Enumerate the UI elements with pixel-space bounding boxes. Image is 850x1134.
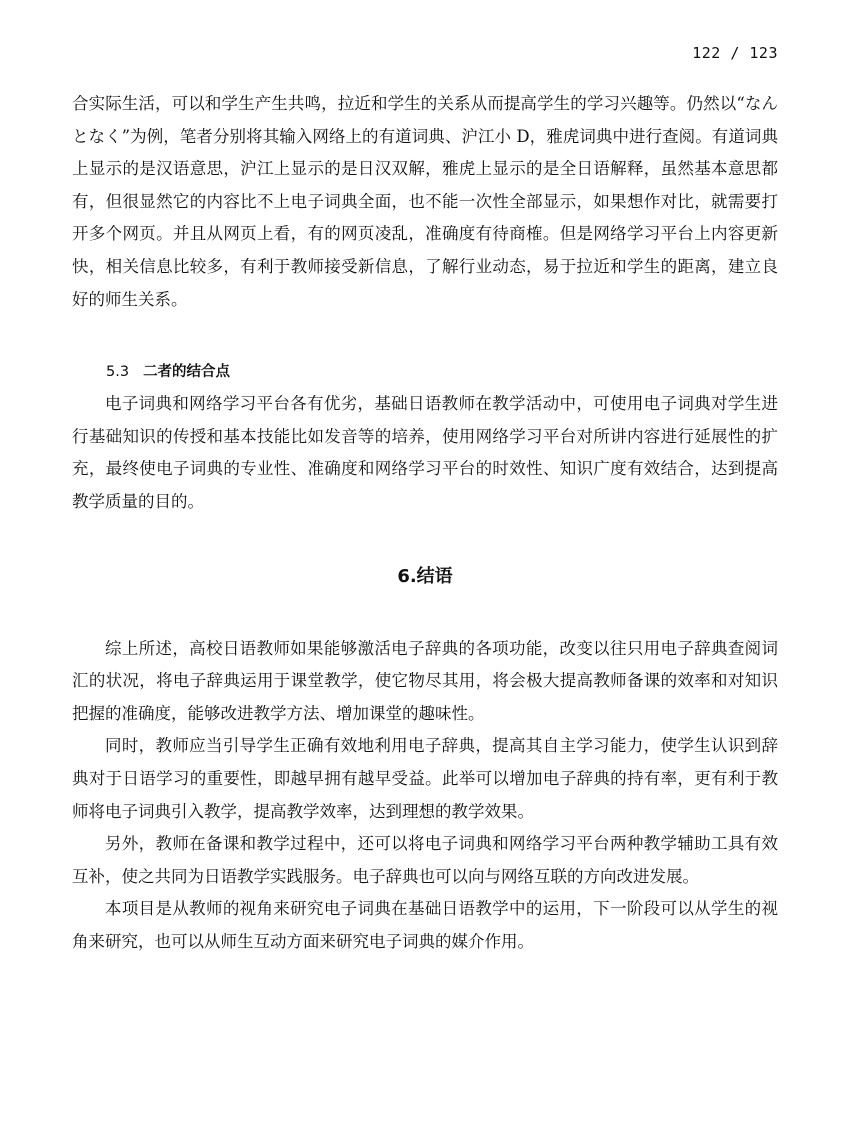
document-body bbox=[72, 88, 778, 958]
paragraph-5-3: 电子词典和网络学习平台各有优劣，基础日语教师在教学活动中，可使用电子词典对学生进行基础知识的传授和基本技能比如发音等的培养，使用网络学习平台对所讲内容进行延展性的扩充，最终使电子词典的专业性、准确度和网络学习平台的时效性、知识广度有效结合，达到提高教学质量的目的。 bbox=[72, 394, 778, 511]
conclusion-paragraph-3: 另外，教师在备课和教学过程中，还可以将电子词典和网络学习平台两种教学辅助工具有效互补，使之共同为日语教学实践服务。电子辞典也可以向与网络互联的方向改进发展。 bbox=[72, 834, 778, 886]
section-heading-5-3 bbox=[72, 356, 778, 388]
chapter-heading-conclusion: 6.结语 bbox=[397, 565, 453, 587]
section-title: 二者的结合点 bbox=[143, 364, 231, 381]
conclusion-paragraph-2: 同时，教师应当引导学生正确有效地利用电子辞典，提高其自主学习能力，使学生认识到辞典对于日语学习的重要性，即越早拥有越早受益。此举可以增加电子辞典的持有率，更有利于教师将电子词典引入教学，提高教学效率，达到理想的教学效果。 bbox=[72, 736, 778, 821]
section-number: 5.3 bbox=[106, 364, 130, 381]
conclusion-paragraph-1: 综上所述，高校日语教师如果能够激活电子辞典的各项功能，改变以往只用电子辞典查阅词汇的状况，将电子辞典运用于课堂教学，使它物尽其用，将会极大提高教师备课的效率和对知识把握的准确度，能够改进教学方法、增加课堂的趣味性。 bbox=[72, 638, 778, 723]
paragraph-5-2-continuation: 合实际生活，可以和学生产生共鸣，拉近和学生的关系从而提高学生的学习兴趣等。仍然以“なんとなく”为例，笔者分别将其输入网络上的有道词典、沪江小 D，雅虎词典中进行查阅。有道词典上显示的是汉语意思，沪江上显示的是日汉双解，雅虎上显示的是全日语解释，虽然基本意思都有，但很显然它的内容比不上电子词典全面，也不能一次性全部显示，如果想作对比，就需要打开多个网页。并且从网页上看，有的网页凌乱，准确度有待商榷。但是网络学习平台上内容更新快，相关信息比较多，有利于教师接受新信息，了解行业动态，易于拉近和学生的距离，建立良好的师生关系。 bbox=[72, 94, 778, 309]
page-number: 122 / 123 bbox=[692, 44, 778, 62]
conclusion-paragraph-4: 本项目是从教师的视角来研究电子词典在基础日语教学中的运用，下一阶段可以从学生的视角来研究，也可以从师生互动方面来研究电子词典的媒介作用。 bbox=[72, 899, 778, 951]
